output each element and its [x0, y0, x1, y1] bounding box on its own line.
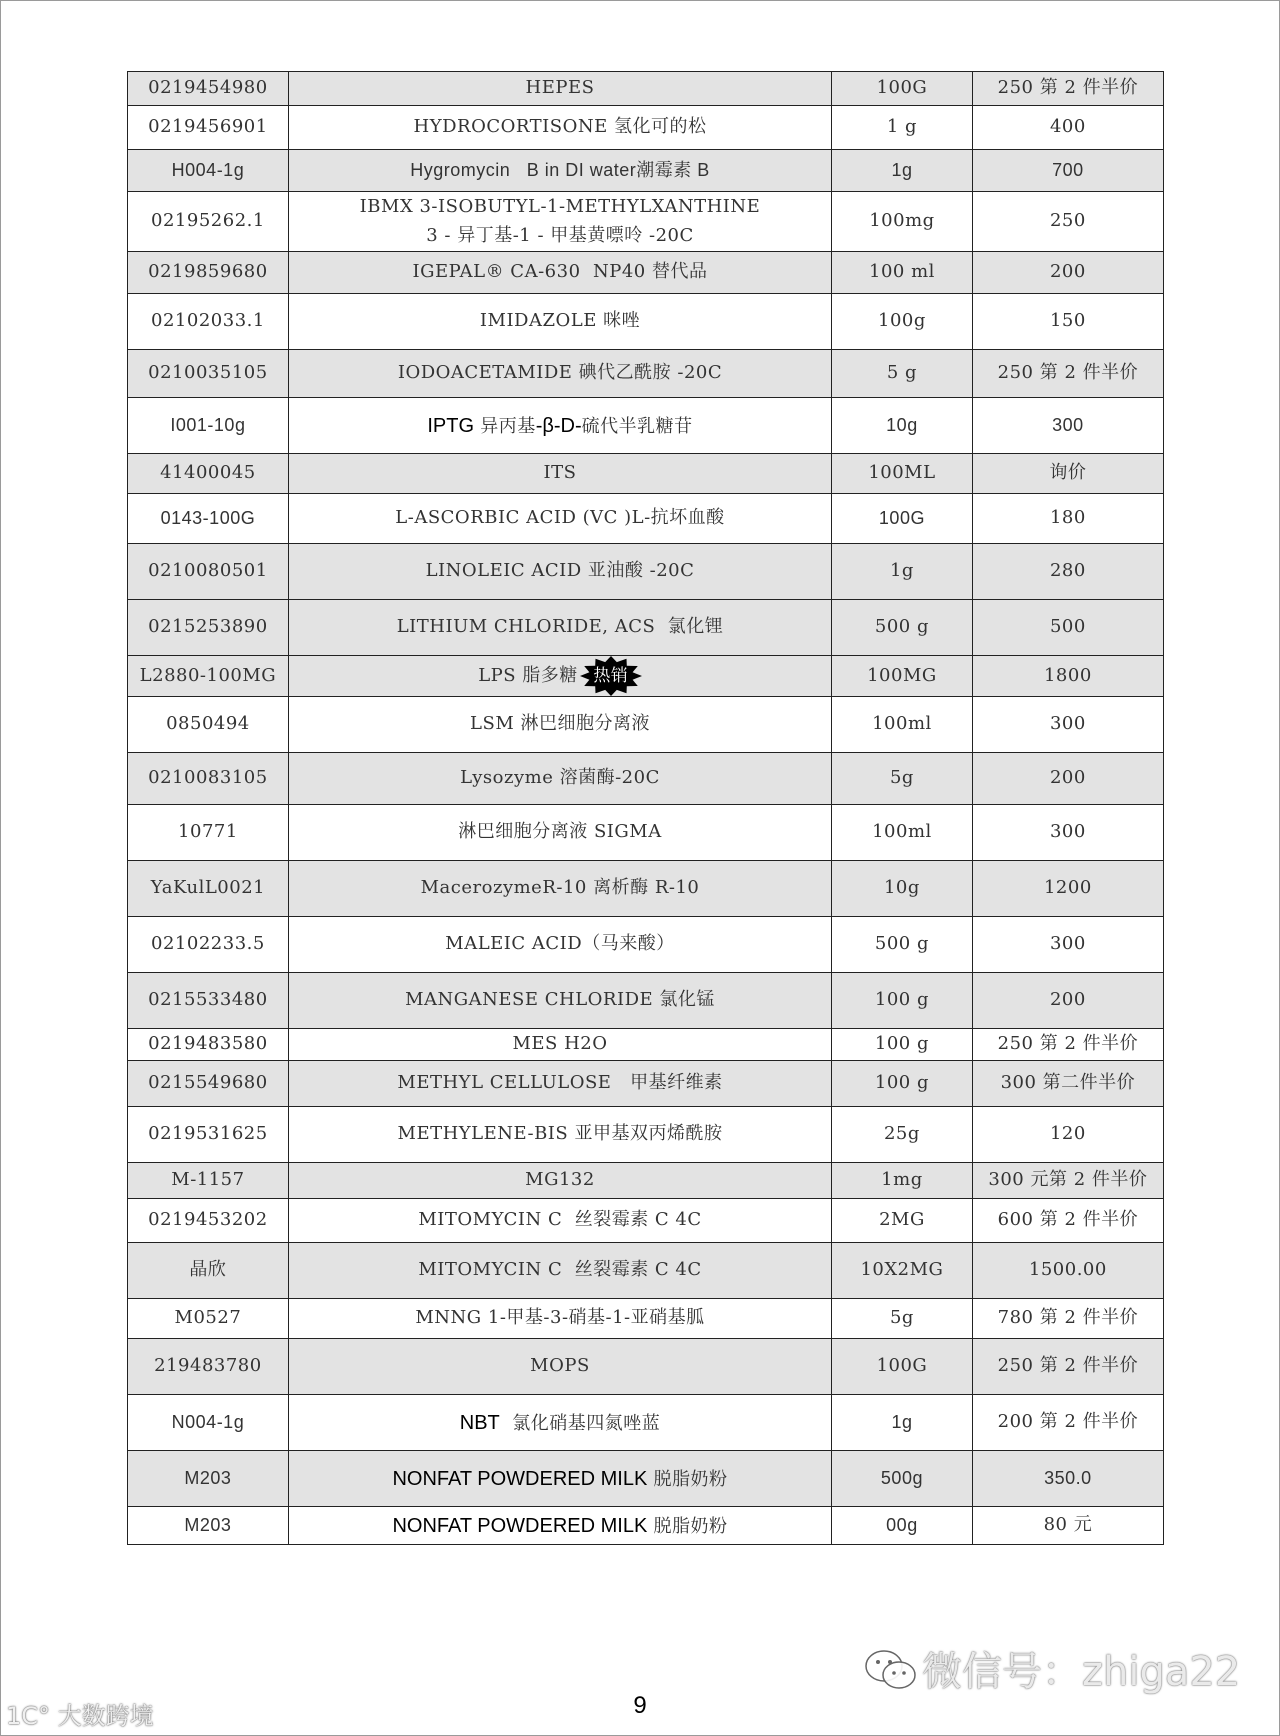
- table-row: [128, 1339, 1164, 1395]
- hot-sale-label: 热销: [593, 666, 629, 686]
- table-row: [128, 917, 1164, 973]
- product-code: M203: [128, 1507, 289, 1545]
- product-name-text: HEPES: [525, 77, 595, 99]
- product-name: [288, 1163, 831, 1199]
- product-spec: 500 g: [832, 917, 973, 973]
- watermark-left-text: 大数跨境: [57, 1702, 154, 1730]
- product-name: [288, 1339, 831, 1395]
- product-code: 02195262.1: [128, 192, 289, 252]
- hot-sale-badge: [580, 656, 642, 696]
- product-code: 10771: [128, 805, 289, 861]
- product-price: 250 第 2 件半价: [972, 350, 1163, 398]
- product-name-text: ITS: [543, 462, 577, 484]
- product-code: 0215533480: [128, 973, 289, 1029]
- product-code: 0219483580: [128, 1029, 289, 1061]
- product-name: [288, 1507, 831, 1545]
- product-name: [288, 544, 831, 600]
- product-name-text: MNNG 1-甲基-3-硝基-1-亚硝基胍: [415, 1307, 705, 1329]
- product-price: 500: [972, 600, 1163, 656]
- product-spec: 1g: [832, 1395, 973, 1451]
- product-code: 0219454980: [128, 72, 289, 106]
- product-code: M0527: [128, 1299, 289, 1339]
- product-spec: 100mg: [832, 192, 973, 252]
- product-price: 200: [972, 753, 1163, 805]
- product-name-text: LITHIUM CHLORIDE, ACS 氯化锂: [396, 616, 724, 638]
- product-spec: 2MG: [832, 1199, 973, 1243]
- table-row: [128, 350, 1164, 398]
- product-code: 0219531625: [128, 1107, 289, 1163]
- product-name: [288, 192, 831, 252]
- product-spec: 1g: [832, 150, 973, 192]
- product-price: 1500.00: [972, 1243, 1163, 1299]
- product-name-text: 氯化硝基四氮唑蓝: [499, 1412, 661, 1434]
- product-name-text: MITOMYCIN C 丝裂霉素 C 4C: [418, 1209, 702, 1231]
- product-code: 0210080501: [128, 544, 289, 600]
- product-price: 350.0: [972, 1451, 1163, 1507]
- product-name-text: METHYLENE-BIS 亚甲基双丙烯酰胺: [397, 1123, 723, 1145]
- table-row: [128, 294, 1164, 350]
- product-spec: 100 ml: [832, 252, 973, 294]
- table-row: [128, 1029, 1164, 1061]
- product-code: 晶欣: [128, 1243, 289, 1299]
- product-code: I001-10g: [128, 398, 289, 454]
- product-name-text: IODOACETAMIDE 碘代乙酰胺 -20C: [397, 362, 723, 384]
- product-name: [288, 294, 831, 350]
- product-code: 0219859680: [128, 252, 289, 294]
- product-spec: 100ML: [832, 454, 973, 494]
- product-name: [288, 1243, 831, 1299]
- product-spec: 100g: [832, 294, 973, 350]
- product-spec: 100ml: [832, 805, 973, 861]
- product-name-text: MacerozymeR-10 离析酶 R-10: [420, 877, 700, 899]
- product-price: 400: [972, 106, 1163, 150]
- product-name: [288, 656, 831, 697]
- product-name-text: 脱脂奶粉: [647, 1468, 728, 1490]
- product-code: YaKulL0021: [128, 861, 289, 917]
- product-name: [288, 1199, 831, 1243]
- product-price: 280: [972, 544, 1163, 600]
- product-price: 300: [972, 398, 1163, 454]
- table-row: [128, 1163, 1164, 1199]
- product-spec: 5 g: [832, 350, 973, 398]
- product-price: 180: [972, 494, 1163, 544]
- product-price: 300: [972, 805, 1163, 861]
- product-name: [288, 1299, 831, 1339]
- product-name-text: L-ASCORBIC ACID (VC )L-抗坏血酸: [395, 507, 725, 529]
- product-spec: 100G: [832, 1339, 973, 1395]
- product-spec: 100ml: [832, 697, 973, 753]
- product-price: 780 第 2 件半价: [972, 1299, 1163, 1339]
- product-name-text: IMIDAZOLE 咪唑: [479, 310, 641, 332]
- product-code: 0219456901: [128, 106, 289, 150]
- product-name-line-2: 3 - 异丁基-1 - 甲基黄嘌呤 -20C: [426, 224, 694, 246]
- product-spec: 100 g: [832, 1061, 973, 1107]
- product-spec: 500g: [832, 1451, 973, 1507]
- product-name: [288, 697, 831, 753]
- product-price: 询价: [972, 454, 1163, 494]
- product-name: [288, 106, 831, 150]
- product-name: [288, 1395, 831, 1451]
- product-name-text: LPS 脂多糖: [478, 665, 578, 686]
- table-row: [128, 1199, 1164, 1243]
- product-name-latin: IPTG: [427, 414, 474, 437]
- product-spec: 1 g: [832, 106, 973, 150]
- product-name-latin: NONFAT POWDERED MILK: [392, 1514, 648, 1537]
- product-code: 0210035105: [128, 350, 289, 398]
- product-price: 300 元第 2 件半价: [972, 1163, 1163, 1199]
- product-spec: 100G: [832, 72, 973, 106]
- product-name: [288, 917, 831, 973]
- product-name: [288, 805, 831, 861]
- product-name-text: LSM 淋巴细胞分离液: [470, 713, 650, 735]
- table-row: [128, 656, 1164, 697]
- product-spec: 1g: [832, 544, 973, 600]
- product-name-text: MITOMYCIN C 丝裂霉素 C 4C: [418, 1259, 702, 1281]
- product-name-text: 淋巴细胞分离液 SIGMA: [458, 821, 662, 843]
- watermark-left-logo: 1C°: [6, 1702, 51, 1730]
- table-row: [128, 1107, 1164, 1163]
- table-row: [128, 1507, 1164, 1545]
- product-code: 41400045: [128, 454, 289, 494]
- table-row: [128, 1451, 1164, 1507]
- product-name: [288, 150, 831, 192]
- product-name: [288, 1107, 831, 1163]
- table-row: [128, 192, 1164, 252]
- product-name-text: HYDROCORTISONE 氢化可的松: [413, 116, 707, 138]
- product-price: 250 第 2 件半价: [972, 72, 1163, 106]
- product-spec: 100 g: [832, 973, 973, 1029]
- table-body: [128, 72, 1164, 1545]
- product-spec: 100G: [832, 494, 973, 544]
- product-name: [288, 1029, 831, 1061]
- product-code: L2880-100MG: [128, 656, 289, 697]
- product-code: N004-1g: [128, 1395, 289, 1451]
- product-price: 250 第 2 件半价: [972, 1339, 1163, 1395]
- product-spec: 10X2MG: [832, 1243, 973, 1299]
- product-name: [288, 973, 831, 1029]
- table-row: [128, 600, 1164, 656]
- product-spec: 5g: [832, 753, 973, 805]
- table-row: [128, 150, 1164, 192]
- table-row: [128, 805, 1164, 861]
- table-row: [128, 494, 1164, 544]
- product-name: [288, 398, 831, 454]
- product-code: 219483780: [128, 1339, 289, 1395]
- product-name: [288, 72, 831, 106]
- table-row: [128, 106, 1164, 150]
- product-price: 300 第二件半价: [972, 1061, 1163, 1107]
- product-name-text: 异丙基: [474, 415, 536, 437]
- product-code: M203: [128, 1451, 289, 1507]
- product-name: [288, 1061, 831, 1107]
- product-price: 80 元: [972, 1507, 1163, 1545]
- product-name-text: MOPS: [530, 1355, 590, 1377]
- product-spec: 25g: [832, 1107, 973, 1163]
- product-code: 0219453202: [128, 1199, 289, 1243]
- product-name-text: IGEPAL® CA-630 NP40 替代品: [412, 261, 708, 283]
- product-name-latin: NBT: [459, 1411, 500, 1434]
- product-name: [288, 252, 831, 294]
- product-price: 250 第 2 件半价: [972, 1029, 1163, 1061]
- table-row: [128, 1243, 1164, 1299]
- product-name: [288, 861, 831, 917]
- product-name-text: 脱脂奶粉: [647, 1515, 728, 1537]
- product-name-text: Lysozyme 溶菌酶-20C: [460, 767, 660, 789]
- product-name-text: LINOLEIC ACID 亚油酸 -20C: [425, 560, 695, 582]
- product-price: 300: [972, 697, 1163, 753]
- product-code: 0210083105: [128, 753, 289, 805]
- product-name: [288, 494, 831, 544]
- product-name: [288, 350, 831, 398]
- product-name: [288, 454, 831, 494]
- product-price: 150: [972, 294, 1163, 350]
- product-code: 02102233.5: [128, 917, 289, 973]
- product-spec: 500 g: [832, 600, 973, 656]
- table-row: [128, 72, 1164, 106]
- product-code: 0215549680: [128, 1061, 289, 1107]
- product-spec: 10g: [832, 398, 973, 454]
- product-price: 1800: [972, 656, 1163, 697]
- table-row: [128, 398, 1164, 454]
- product-code: 0850494: [128, 697, 289, 753]
- table-row: [128, 252, 1164, 294]
- product-spec: 00g: [832, 1507, 973, 1545]
- product-name-text: MG132: [525, 1169, 595, 1191]
- product-code: M-1157: [128, 1163, 289, 1199]
- product-name: [288, 753, 831, 805]
- table-row: [128, 753, 1164, 805]
- product-name-text: METHYL CELLULOSE 甲基纤维素: [397, 1072, 723, 1094]
- product-name-text: Hygromycin B in DI water潮霉素 B: [410, 160, 710, 181]
- product-price: 200: [972, 973, 1163, 1029]
- table-row: [128, 1395, 1164, 1451]
- product-spec: 1mg: [832, 1163, 973, 1199]
- watermark-right: [862, 1640, 1240, 1697]
- product-spec: 100MG: [832, 656, 973, 697]
- table-row: [128, 1299, 1164, 1339]
- product-name-text: MALEIC ACID（马来酸）: [445, 933, 675, 955]
- watermark-left: [6, 1696, 154, 1731]
- product-code: 02102033.1: [128, 294, 289, 350]
- product-name-tail: 硫代半乳糖苷: [581, 415, 693, 437]
- product-price: 200: [972, 252, 1163, 294]
- table-row: [128, 697, 1164, 753]
- product-name-latin: NONFAT POWDERED MILK: [392, 1467, 648, 1490]
- page-number: 9: [633, 1692, 647, 1719]
- product-name-text: MANGANESE CHLORIDE 氯化锰: [405, 989, 715, 1011]
- product-name: [288, 600, 831, 656]
- product-name-latin-2: -β-D-: [535, 414, 582, 437]
- price-table: [127, 71, 1164, 1545]
- product-code: 0143-100G: [128, 494, 289, 544]
- product-price: 1200: [972, 861, 1163, 917]
- product-price: 600 第 2 件半价: [972, 1199, 1163, 1243]
- watermark-right-text: 微信号：zhiga22: [922, 1649, 1241, 1695]
- table-row: [128, 544, 1164, 600]
- table-row: [128, 973, 1164, 1029]
- product-spec: 5g: [832, 1299, 973, 1339]
- product-name: [288, 1451, 831, 1507]
- table-row: [128, 454, 1164, 494]
- product-spec: 10g: [832, 861, 973, 917]
- table-row: [128, 1061, 1164, 1107]
- product-name-text: IBMX 3-ISOBUTYL-1-METHYLXANTHINE: [359, 195, 761, 217]
- product-price: 300: [972, 917, 1163, 973]
- product-spec: 100 g: [832, 1029, 973, 1061]
- table-row: [128, 861, 1164, 917]
- product-price: 250: [972, 192, 1163, 252]
- product-code: H004-1g: [128, 150, 289, 192]
- product-code: 0215253890: [128, 600, 289, 656]
- product-price: 120: [972, 1107, 1163, 1163]
- product-price: 700: [972, 150, 1163, 192]
- product-price: 200 第 2 件半价: [972, 1395, 1163, 1451]
- product-name-text: MES H2O: [512, 1033, 608, 1055]
